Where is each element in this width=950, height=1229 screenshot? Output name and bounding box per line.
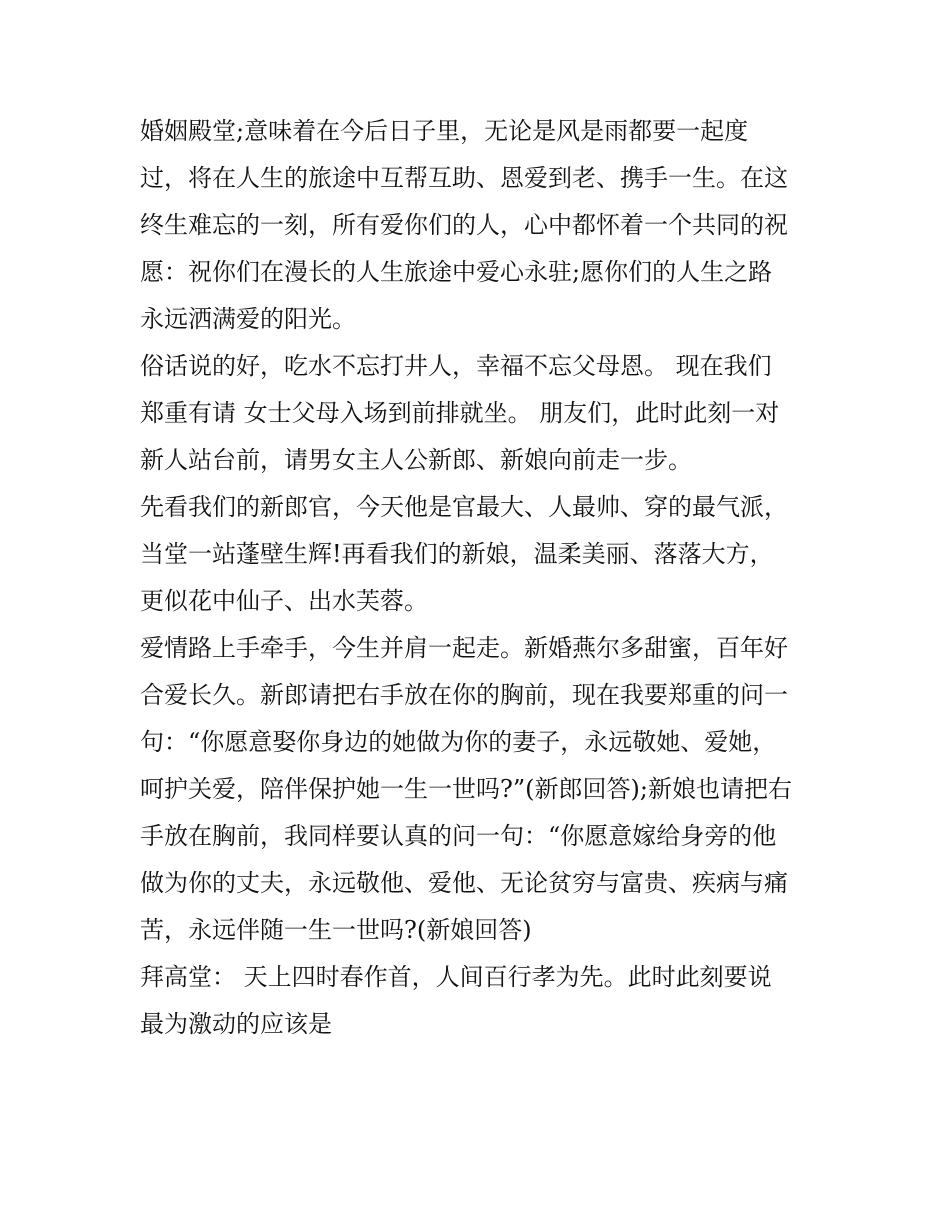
text-line: 永远洒满爱的阳光。: [140, 305, 356, 333]
text-line: 苦，永远伴随一生一世吗?(新娘回答): [140, 916, 532, 944]
document-body: [140, 108, 820, 1048]
text-line: 手放在胸前，我同样要认真的问一句：“你愿意嫁给身旁的他: [140, 822, 777, 850]
text-line: 俗话说的好，吃水不忘打井人，幸福不忘父母恩。 现在我们: [140, 352, 772, 380]
text-line: 拜高堂： 天上四时春作首，人间百行孝为先。此时此刻要说: [140, 963, 772, 991]
text-line: 合爱长久。新郎请把右手放在你的胸前，现在我要郑重的问一: [140, 681, 788, 709]
text-line: 过，将在人生的旅途中互帮互助、恩爱到老、携手一生。在这: [140, 164, 788, 192]
text-line: 爱情路上手牵手，今生并肩一起走。新婚燕尔多甜蜜，百年好: [140, 634, 788, 662]
text-line: 当堂一站蓬壁生辉!再看我们的新娘，温柔美丽、落落大方，: [140, 540, 774, 568]
text-line: 愿：祝你们在漫长的人生旅途中爱心永驻;愿你们的人生之路: [140, 258, 773, 286]
text-line: 呵护关爱，陪伴保护她一生一世吗?”(新郎回答);新娘也请把右: [140, 775, 792, 803]
text-line: 婚姻殿堂;意味着在今后日子里，无论是风是雨都要一起度: [140, 117, 749, 145]
text-line: 新人站台前，请男女主人公新郎、新娘向前走一步。: [140, 446, 692, 474]
text-line: 更似花中仙子、出水芙蓉。: [140, 587, 428, 615]
text-line: 句：“你愿意娶你身边的她做为你的妻子，永远敬她、爱她，: [140, 728, 777, 756]
text-line: 最为激动的应该是: [140, 1010, 332, 1038]
text-line: 终生难忘的一刻，所有爱你们的人，心中都怀着一个共同的祝: [140, 211, 788, 239]
text-line: 先看我们的新郎官，今天他是官最大、人最帅、穿的最气派，: [140, 493, 788, 521]
text-line: 做为你的丈夫，永远敬他、爱他、无论贫穷与富贵、疾病与痛: [140, 869, 788, 897]
text-line: 郑重有请 女士父母入场到前排就坐。 朋友们，此时此刻一对: [140, 399, 780, 427]
